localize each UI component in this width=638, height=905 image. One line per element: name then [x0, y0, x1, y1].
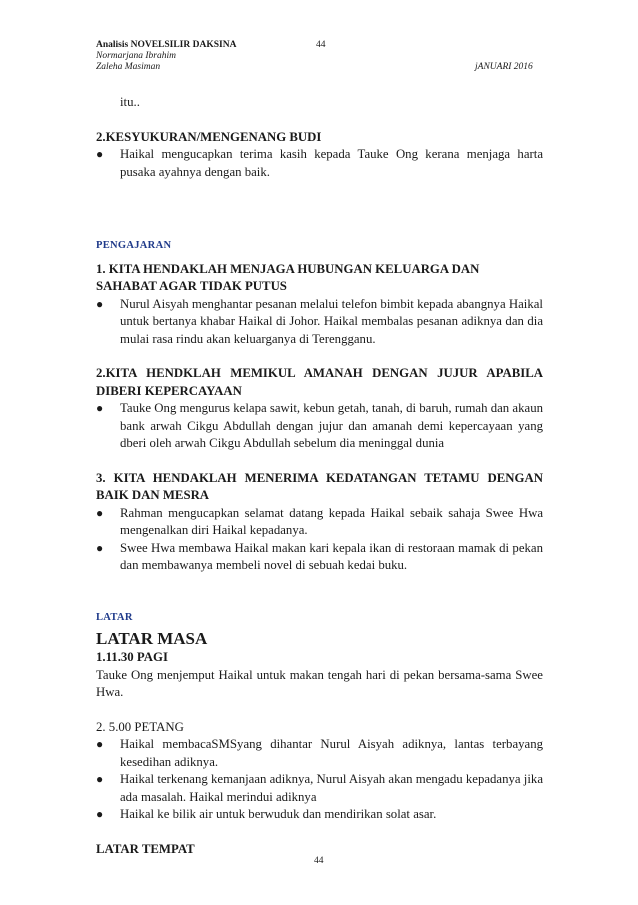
- kesyukuran-heading: 2.KESYUKURAN/MENGENANG BUDI: [96, 129, 322, 144]
- pengajaran-1-list: [96, 296, 543, 349]
- header-author-2: Zaleha Masiman: [96, 62, 161, 72]
- list-item: ● Nurul Aisyah menghantar pesanan melalui telefon bimbit kepada abangnya Haikal untuk bertanya khabar Haikal di Johor. Haikal membalas pesanan adiknya dan dia mulai rasa rindu akan keluarganya di Terengganu.: [96, 296, 543, 346]
- latar-masa-title: LATAR MASA: [96, 629, 208, 648]
- header-page-number: 44: [316, 40, 326, 50]
- list-item: ● Haikal mengucapkan terima kasih kepada Tauke Ong kerana menjaga harta pusaka ayahnya dengan baik.: [96, 147, 543, 179]
- footer-page-number: 44: [314, 856, 324, 866]
- header-author-1: Normarjana Ibrahim: [96, 51, 176, 61]
- document-body: [96, 94, 543, 858]
- top-fragment: itu..: [120, 95, 140, 109]
- list-item: ● Tauke Ong mengurus kelapa sawit, kebun getah, tanah, di baruh, rumah dan akaun bank arwah Cikgu Abdullah dengan jujur dan amanah demi kepercayaan yang dberi oleh arwah Cikgu Abdullah sebelum dia meninggal dunia: [96, 401, 543, 450]
- bullet-icon: ●: [96, 540, 104, 555]
- bullet-icon: ●: [96, 772, 104, 786]
- header-date: jANUARI 2016: [475, 62, 533, 72]
- bullet-icon: ●: [96, 401, 104, 415]
- list-item: ● Swee Hwa membawa Haikal makan kari kepala ikan di restoraan mamak di pekan dan membawanya membeli novel di sebuah kedai buku.: [96, 540, 543, 572]
- section-tag-latar: LATAR: [96, 611, 133, 623]
- pengajaran-1-heading: 1. KITA HENDAKLAH MENJAGA HUBUNGAN KELUARGA DAN SAHABAT AGAR TIDAK PUTUS: [96, 261, 480, 293]
- pengajaran-2-heading: 2.KITA HENDKLAH MEMIKUL AMANAH DENGAN JUJUR APABILA DIBERI KEPERCAYAAN: [96, 366, 543, 398]
- pengajaran-2-list: [96, 400, 543, 453]
- latar-tempat-heading: LATAR TEMPAT: [96, 841, 195, 856]
- kesyukuran-list: [96, 146, 543, 181]
- bullet-icon: ●: [96, 147, 104, 161]
- latar-masa-2-list: [96, 736, 543, 824]
- section-tag-pengajaran: PENGAJARAN: [96, 240, 172, 251]
- bullet-icon: ●: [96, 807, 104, 821]
- bullet-icon: ●: [96, 505, 104, 520]
- list-item: ● Rahman mengucapkan selamat datang kepada Haikal sebaik sahaja Swee Hwa mengenalkan diri Haikal kepadanya.: [96, 505, 543, 537]
- pengajaran-3-heading: 3. KITA HENDAKLAH MENERIMA KEDATANGAN TETAMU DENGAN BAIK DAN MESRA: [96, 470, 543, 502]
- list-item: ● Haikal terkenang kemanjaan adiknya, Nurul Aisyah akan mengadu kepadanya jika ada masalah. Haikal merindui adiknya: [96, 772, 543, 804]
- latar-masa-1-heading: 1.11.30 PAGI: [96, 650, 168, 664]
- latar-masa-1-text: Tauke Ong menjemput Haikal untuk makan tengah hari di pekan bersama-sama Swee Hwa.: [96, 667, 543, 699]
- bullet-icon: ●: [96, 296, 104, 311]
- pengajaran-3-list: [96, 505, 543, 575]
- list-item: ● Haikal ke bilik air untuk berwuduk dan mendirikan solat asar.: [96, 806, 543, 824]
- list-item: ● Haikal membacaSMSyang dihantar Nurul Aisyah adiknya, lantas terbayang kesedihan adiknya.: [96, 737, 543, 769]
- latar-masa-2-heading: 2. 5.00 PETANG: [96, 719, 184, 734]
- header-title: Analisis NOVELSILIR DAKSINA: [96, 40, 237, 50]
- bullet-icon: ●: [96, 737, 104, 751]
